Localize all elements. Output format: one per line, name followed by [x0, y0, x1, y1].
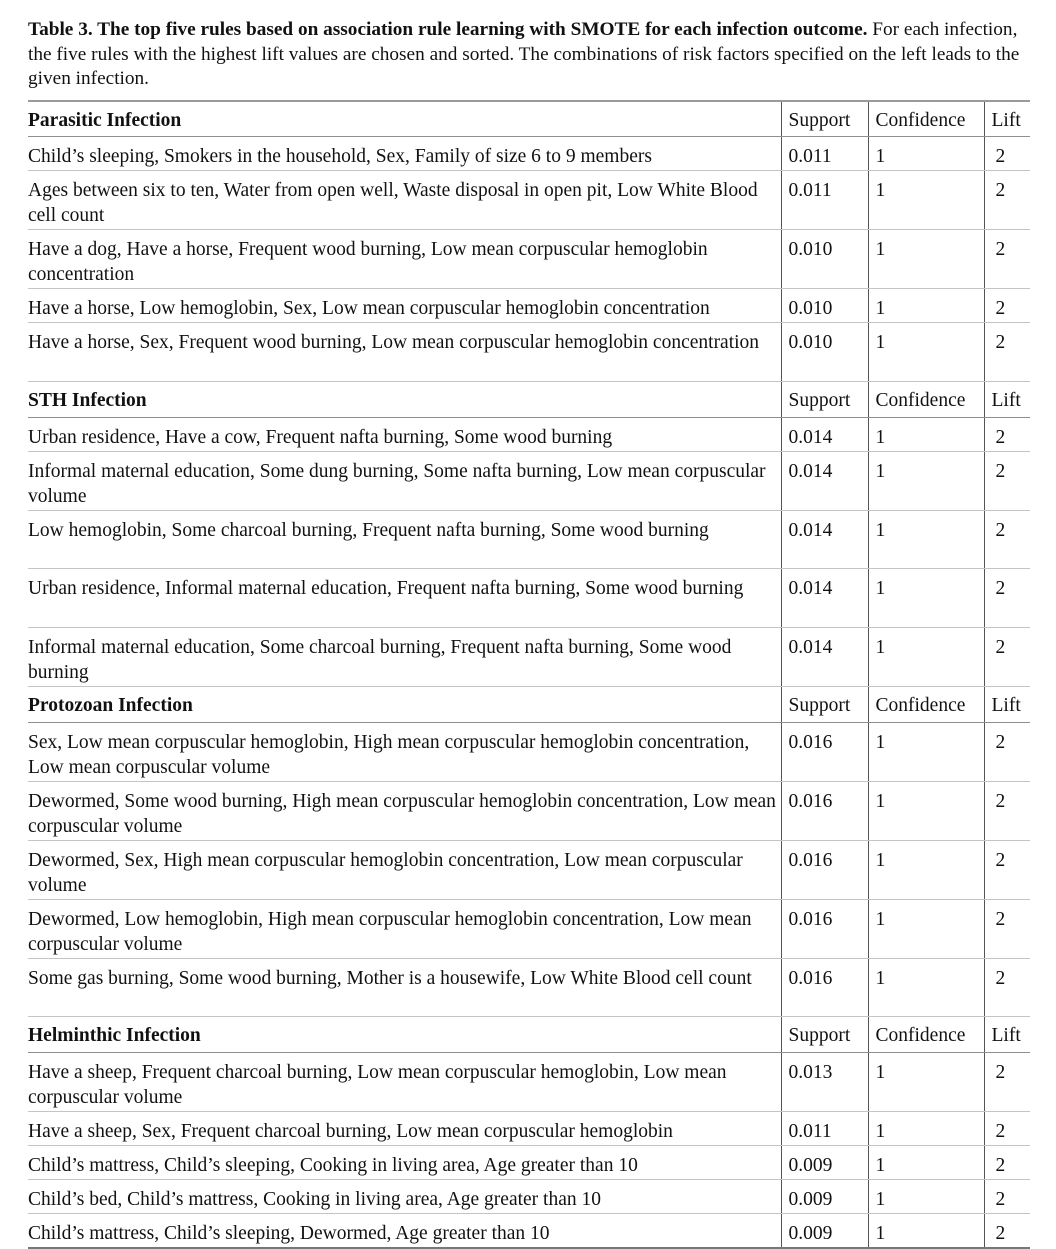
lift-cell: 2 [984, 1146, 1030, 1180]
support-cell: 0.016 [781, 781, 868, 840]
confidence-cell: 1 [868, 569, 984, 628]
support-cell: 0.016 [781, 958, 868, 1017]
confidence-cell: 1 [868, 230, 984, 289]
rule-cell: Have a horse, Sex, Frequent wood burning, Low mean corpuscular hemoglobin concentration [28, 323, 781, 382]
table-row [28, 451, 1030, 510]
table-row [28, 627, 1030, 686]
confidence-cell: 1 [868, 1112, 984, 1146]
confidence-header: Confidence [868, 101, 984, 137]
lift-cell: 2 [984, 289, 1030, 323]
lift-cell: 2 [984, 137, 1030, 171]
rule-cell: Urban residence, Informal maternal education, Frequent nafta burning, Some wood burning [28, 569, 781, 628]
lift-cell: 2 [984, 171, 1030, 230]
confidence-cell: 1 [868, 510, 984, 569]
rule-cell: Dewormed, Low hemoglobin, High mean corpuscular hemoglobin concentration, Low mean corpuscular volume [28, 899, 781, 958]
lift-cell: 2 [984, 840, 1030, 899]
support-cell: 0.016 [781, 899, 868, 958]
confidence-cell: 1 [868, 627, 984, 686]
lift-header: Lift [984, 381, 1030, 417]
table-row [28, 1214, 1030, 1249]
table-row [28, 1180, 1030, 1214]
table-row [28, 137, 1030, 171]
table-row [28, 230, 1030, 289]
support-cell: 0.013 [781, 1053, 868, 1112]
support-header: Support [781, 1017, 868, 1053]
table-row [28, 899, 1030, 958]
lift-cell: 2 [984, 1112, 1030, 1146]
rule-cell: Have a dog, Have a horse, Frequent wood burning, Low mean corpuscular hemoglobin concentration [28, 230, 781, 289]
lift-cell: 2 [984, 451, 1030, 510]
lift-cell: 2 [984, 1214, 1030, 1249]
lift-cell: 2 [984, 569, 1030, 628]
support-cell: 0.011 [781, 171, 868, 230]
confidence-header: Confidence [868, 1017, 984, 1053]
support-cell: 0.009 [781, 1146, 868, 1180]
rule-cell: Informal maternal education, Some charcoal burning, Frequent nafta burning, Some wood burning [28, 627, 781, 686]
caption-title: Table 3. The top five rules based on association rule learning with SMOTE for each infection outcome. [28, 19, 867, 40]
support-header: Support [781, 381, 868, 417]
support-cell: 0.014 [781, 510, 868, 569]
table-row [28, 781, 1030, 840]
support-cell: 0.010 [781, 323, 868, 382]
lift-header: Lift [984, 686, 1030, 722]
section-header-row [28, 686, 1030, 722]
support-cell: 0.014 [781, 451, 868, 510]
lift-header: Lift [984, 101, 1030, 137]
rule-cell: Urban residence, Have a cow, Frequent nafta burning, Some wood burning [28, 417, 781, 451]
rule-cell: Have a sheep, Sex, Frequent charcoal burning, Low mean corpuscular hemoglobin [28, 1112, 781, 1146]
lift-cell: 2 [984, 1180, 1030, 1214]
lift-cell: 2 [984, 958, 1030, 1017]
lift-header: Lift [984, 1017, 1030, 1053]
table-row [28, 1146, 1030, 1180]
support-cell: 0.011 [781, 137, 868, 171]
confidence-cell: 1 [868, 1146, 984, 1180]
table-row [28, 1112, 1030, 1146]
confidence-cell: 1 [868, 289, 984, 323]
table-row [28, 840, 1030, 899]
rule-cell: Have a horse, Low hemoglobin, Sex, Low mean corpuscular hemoglobin concentration [28, 289, 781, 323]
confidence-cell: 1 [868, 171, 984, 230]
support-header: Support [781, 686, 868, 722]
rule-cell: Ages between six to ten, Water from open well, Waste disposal in open pit, Low White Blood cell count [28, 171, 781, 230]
section-header-row [28, 101, 1030, 137]
lift-cell: 2 [984, 323, 1030, 382]
lift-cell: 2 [984, 781, 1030, 840]
table-row [28, 510, 1030, 569]
lift-cell: 2 [984, 722, 1030, 781]
support-cell: 0.016 [781, 722, 868, 781]
confidence-header: Confidence [868, 381, 984, 417]
confidence-cell: 1 [868, 781, 984, 840]
lift-cell: 2 [984, 627, 1030, 686]
support-cell: 0.009 [781, 1180, 868, 1214]
support-cell: 0.010 [781, 289, 868, 323]
rule-cell: Some gas burning, Some wood burning, Mother is a housewife, Low White Blood cell count [28, 958, 781, 1017]
table-row [28, 722, 1030, 781]
confidence-cell: 1 [868, 1180, 984, 1214]
caption-description: For each infection, the five rules with the highest lift values are chosen and sorted. The combinations of risk factors specified on the left leads to the given infection. [28, 19, 1019, 89]
confidence-cell: 1 [868, 137, 984, 171]
rule-cell: Child’s mattress, Child’s sleeping, Dewormed, Age greater than 10 [28, 1214, 781, 1249]
confidence-header: Confidence [868, 686, 984, 722]
lift-cell: 2 [984, 417, 1030, 451]
table-body [28, 101, 1030, 1249]
support-cell: 0.014 [781, 627, 868, 686]
table-row [28, 1053, 1030, 1112]
rule-cell: Dewormed, Some wood burning, High mean corpuscular hemoglobin concentration, Low mean corpuscular volume [28, 781, 781, 840]
rule-cell: Informal maternal education, Some dung burning, Some nafta burning, Low mean corpuscular volume [28, 451, 781, 510]
support-cell: 0.016 [781, 840, 868, 899]
table-row [28, 417, 1030, 451]
lift-cell: 2 [984, 230, 1030, 289]
support-cell: 0.014 [781, 569, 868, 628]
table-row [28, 323, 1030, 382]
confidence-cell: 1 [868, 1053, 984, 1112]
confidence-cell: 1 [868, 451, 984, 510]
rule-cell: Child’s mattress, Child’s sleeping, Cooking in living area, Age greater than 10 [28, 1146, 781, 1180]
section-title: Helminthic Infection [28, 1017, 781, 1053]
table-row [28, 569, 1030, 628]
rule-cell: Low hemoglobin, Some charcoal burning, Frequent nafta burning, Some wood burning [28, 510, 781, 569]
rule-cell: Child’s sleeping, Smokers in the household, Sex, Family of size 6 to 9 members [28, 137, 781, 171]
confidence-cell: 1 [868, 722, 984, 781]
lift-cell: 2 [984, 510, 1030, 569]
section-title: Protozoan Infection [28, 686, 781, 722]
rule-cell: Dewormed, Sex, High mean corpuscular hemoglobin concentration, Low mean corpuscular volume [28, 840, 781, 899]
table-row [28, 289, 1030, 323]
support-cell: 0.010 [781, 230, 868, 289]
confidence-cell: 1 [868, 840, 984, 899]
confidence-cell: 1 [868, 899, 984, 958]
lift-cell: 2 [984, 899, 1030, 958]
section-title: STH Infection [28, 381, 781, 417]
table-caption [28, 18, 1030, 92]
support-cell: 0.011 [781, 1112, 868, 1146]
confidence-cell: 1 [868, 958, 984, 1017]
support-cell: 0.014 [781, 417, 868, 451]
table-row [28, 171, 1030, 230]
support-cell: 0.009 [781, 1214, 868, 1249]
section-title: Parasitic Infection [28, 101, 781, 137]
rule-cell: Have a sheep, Frequent charcoal burning, Low mean corpuscular hemoglobin, Low mean corpuscular volume [28, 1053, 781, 1112]
rule-cell: Child’s bed, Child’s mattress, Cooking in living area, Age greater than 10 [28, 1180, 781, 1214]
section-header-row [28, 381, 1030, 417]
lift-cell: 2 [984, 1053, 1030, 1112]
support-header: Support [781, 101, 868, 137]
confidence-cell: 1 [868, 417, 984, 451]
confidence-cell: 1 [868, 1214, 984, 1249]
rule-cell: Sex, Low mean corpuscular hemoglobin, High mean corpuscular hemoglobin concentration, Low mean corpuscular volume [28, 722, 781, 781]
confidence-cell: 1 [868, 323, 984, 382]
section-header-row [28, 1017, 1030, 1053]
table-row [28, 958, 1030, 1017]
association-rules-table [28, 100, 1030, 1249]
